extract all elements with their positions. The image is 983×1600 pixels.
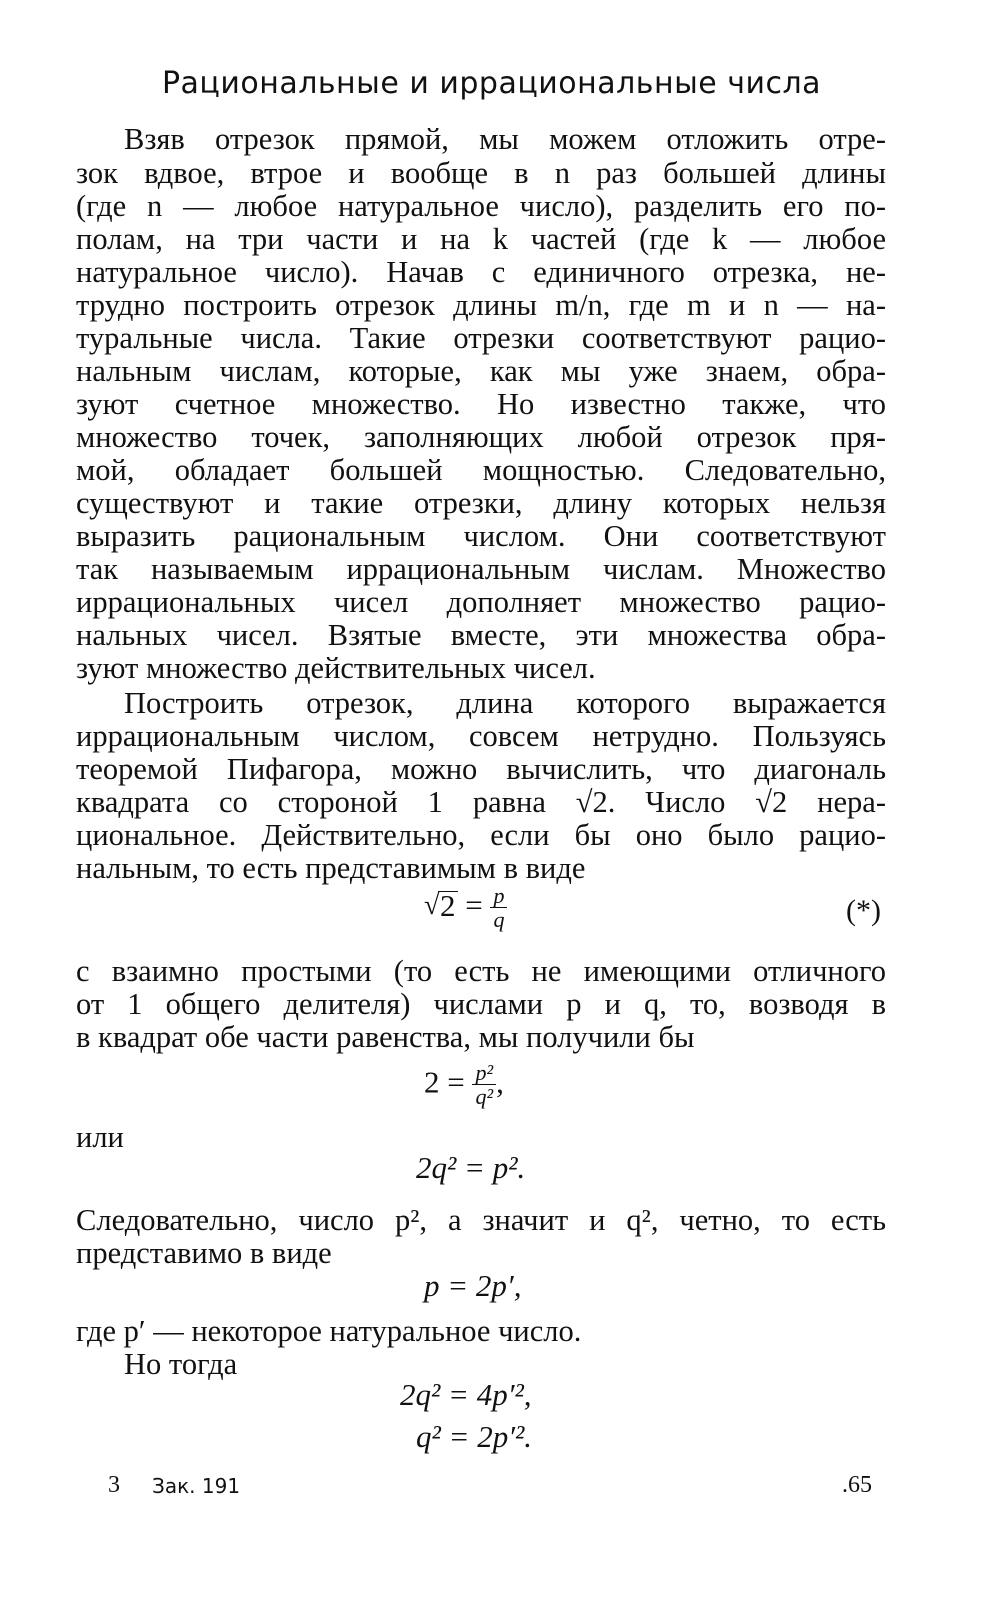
text-line: иррациональным числом, совсем нетрудно. Пользуясь — [76, 719, 886, 753]
paragraph-6: Но тогда — [124, 1347, 238, 1381]
text-line: так называемым иррациональным числам. Множество — [76, 552, 886, 586]
numerator: p — [490, 885, 507, 908]
text-line: нальных чисел. Взятые вместе, эти множества обра- — [76, 618, 886, 652]
text-line: существуют и такие отрезки, длину которых нельзя — [76, 486, 886, 520]
print-order: Зак. 191 — [152, 1474, 241, 1498]
fraction — [490, 885, 507, 932]
text-line: от 1 общего делителя) числами p и q, то, возводя в — [76, 987, 886, 1021]
radical-sign: √ — [424, 889, 440, 921]
page-number: .65 — [842, 1472, 872, 1498]
equation-3: 2q² = p². — [416, 1150, 526, 1185]
text-line: представимо в виде — [76, 1236, 332, 1270]
text-line: в квадрат обе части равенства, мы получили бы — [76, 1020, 695, 1054]
text-line: теоремой Пифагора, можно вычислить, что диагональ — [76, 752, 886, 786]
text-line: циональное. Действительно, если бы оно было рацио- — [76, 818, 886, 852]
equation-star — [424, 885, 507, 932]
text-line: натуральное число). Начав с единичного отрезка, не- — [76, 255, 886, 289]
text-line: зок вдвое, втрое и вообще в n раз большей длины — [76, 156, 886, 190]
word-ili: или — [76, 1120, 124, 1154]
section-heading: Рациональные и иррациональные числа — [161, 66, 822, 101]
numerator: p² — [472, 1062, 496, 1085]
text-line: квадрата со стороной 1 равна √2. Число √2 нера- — [76, 785, 886, 819]
equation-5: 2q² = 4p′², — [400, 1377, 532, 1412]
text-line: Взяв отрезок прямой, мы можем отложить отре- — [124, 122, 886, 156]
equation-lhs: 2 = — [424, 1064, 465, 1100]
equation-label: (*) — [846, 894, 881, 927]
denominator: q — [493, 907, 505, 932]
text-line: нальным, то есть представимым в виде — [76, 851, 586, 885]
sqrt-expression — [424, 888, 458, 924]
equals-sign: = — [465, 887, 491, 923]
text-line: иррациональных чисел дополняет множество рацио- — [76, 585, 886, 619]
text-line: выразить рациональным числом. Они соответствуют — [76, 519, 886, 553]
radicand: 2 — [440, 887, 456, 923]
text-line: зуют множество действительных чисел. — [76, 651, 596, 685]
text-line: множество точек, заполняющих любой отрезок пря- — [76, 420, 886, 454]
equation-6: q² = 2p′². — [416, 1419, 533, 1454]
denominator: q² — [475, 1084, 494, 1109]
text-line: мой, обладает большей мощностью. Следовательно, — [76, 453, 886, 487]
equation-fraction: 2 = $\frac{\text{p²}}{\text{q²}}$ , — [424, 1060, 504, 1109]
text-line: с взаимно простыми (то есть не имеющими отличного — [76, 954, 886, 988]
text-line: (где n — любое натуральное число), разделить его по- — [76, 189, 886, 223]
text-line: зуют счетное множество. Но известно также, что — [76, 387, 886, 421]
paragraph-5: где p′ — некоторое натуральное число. — [76, 1314, 582, 1348]
signature-mark: 3 — [108, 1472, 120, 1498]
text-line: нальным числам, которые, как мы уже знаем, обра- — [76, 354, 886, 388]
equation-4: p = 2p′, — [424, 1268, 522, 1303]
text-line: Следовательно, число p², а значит и q², четно, то есть — [76, 1203, 886, 1237]
text-line: полам, на три части и на k частей (где k — любое — [76, 222, 886, 256]
fraction — [472, 1062, 496, 1109]
text-line: Построить отрезок, длина которого выражается — [124, 686, 886, 720]
text-line: трудно построить отрезок длины m/n, где m и n — на- — [76, 288, 886, 322]
text-line: туральные числа. Такие отрезки соответствуют рацио- — [76, 321, 886, 355]
